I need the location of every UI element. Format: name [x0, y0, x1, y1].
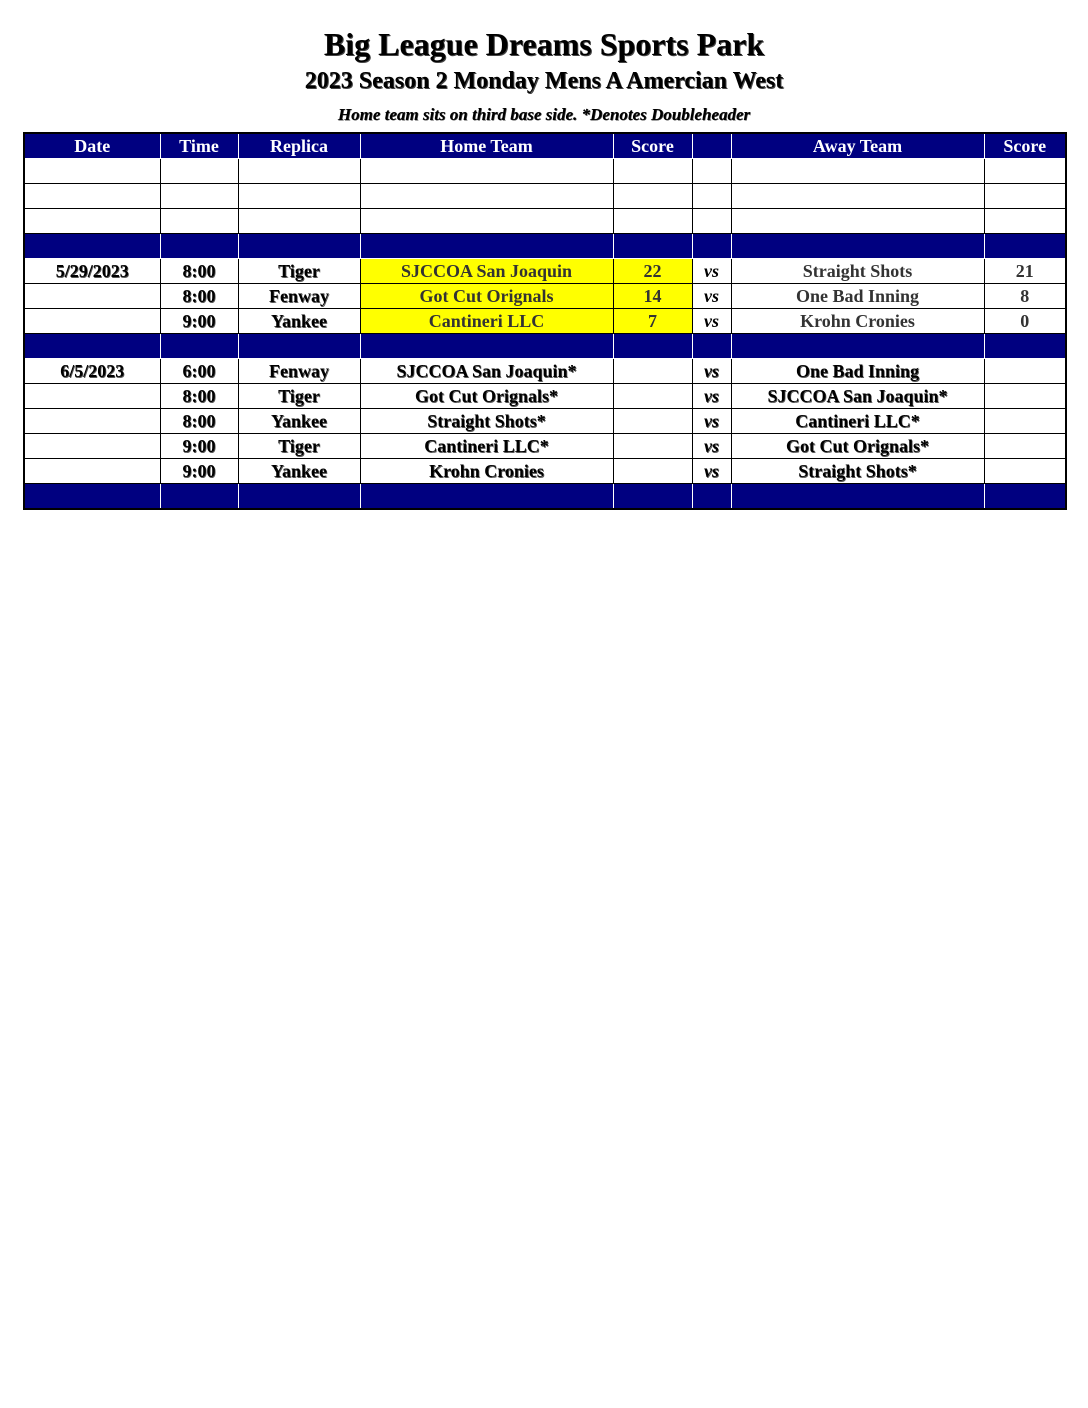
separator-band: [24, 334, 1066, 359]
game-field: Yankee: [238, 309, 360, 334]
col-home-team: Home Team: [360, 133, 613, 159]
game-time: 6:00: [160, 359, 238, 384]
vs-label: vs: [692, 434, 731, 459]
col-home-score: Score: [613, 133, 692, 159]
away-score: [984, 359, 1066, 384]
vs-label: vs: [692, 284, 731, 309]
game-row: [24, 309, 1066, 334]
col-vs: [692, 133, 731, 159]
game-time: 9:00: [160, 459, 238, 484]
away-score: [984, 434, 1066, 459]
empty-row: [24, 159, 1066, 184]
vs-label: vs: [692, 359, 731, 384]
home-score: 14: [613, 284, 692, 309]
away-team: Straight Shots*: [731, 459, 984, 484]
game-row: [24, 409, 1066, 434]
game-time: 9:00: [160, 309, 238, 334]
separator-band: [24, 484, 1066, 510]
away-score: 21: [984, 259, 1066, 284]
away-score: 0: [984, 309, 1066, 334]
game-row: [24, 359, 1066, 384]
header-row: [24, 133, 1066, 159]
game-field: Tiger: [238, 259, 360, 284]
game-time: 8:00: [160, 384, 238, 409]
game-field: Yankee: [238, 459, 360, 484]
game-date: [24, 434, 160, 459]
home-team: Straight Shots*: [360, 409, 613, 434]
page-title: Big League Dreams Sports Park: [323, 26, 765, 62]
away-team: Straight Shots: [731, 259, 984, 284]
game-row: [24, 434, 1066, 459]
separator-band: [24, 234, 1066, 259]
home-score: [613, 384, 692, 409]
home-team: SJCCOA San Joaquin*: [360, 359, 613, 384]
game-time: 8:00: [160, 259, 238, 284]
home-score: 22: [613, 259, 692, 284]
col-replica: Replica: [238, 133, 360, 159]
home-team: Cantineri LLC*: [360, 434, 613, 459]
away-team: One Bad Inning: [731, 359, 984, 384]
game-row: [24, 384, 1066, 409]
game-date: [24, 409, 160, 434]
col-away-score: Score: [984, 133, 1066, 159]
season-subtitle: 2023 Season 2 Monday Mens A Amercian West: [304, 68, 784, 94]
away-team: One Bad Inning: [731, 284, 984, 309]
col-time: Time: [160, 133, 238, 159]
game-time: 8:00: [160, 284, 238, 309]
vs-label: vs: [692, 309, 731, 334]
game-field: Fenway: [238, 284, 360, 309]
away-team: Got Cut Orignals*: [731, 434, 984, 459]
home-score: [613, 359, 692, 384]
game-time: 9:00: [160, 434, 238, 459]
away-team: Krohn Cronies: [731, 309, 984, 334]
vs-label: vs: [692, 409, 731, 434]
home-team: Got Cut Orignals*: [360, 384, 613, 409]
game-field: Tiger: [238, 434, 360, 459]
game-date: [24, 309, 160, 334]
game-field: Yankee: [238, 409, 360, 434]
game-date: [24, 384, 160, 409]
game-row: [24, 259, 1066, 284]
vs-label: vs: [692, 259, 731, 284]
home-team: Cantineri LLC: [360, 309, 613, 334]
game-field: Fenway: [238, 359, 360, 384]
empty-row: [24, 209, 1066, 234]
home-score: [613, 459, 692, 484]
vs-label: vs: [692, 384, 731, 409]
game-date: [24, 459, 160, 484]
away-score: [984, 459, 1066, 484]
home-score: [613, 434, 692, 459]
away-team: Cantineri LLC*: [731, 409, 984, 434]
game-row: [24, 459, 1066, 484]
home-team: SJCCOA San Joaquin: [360, 259, 613, 284]
home-score: [613, 409, 692, 434]
away-score: [984, 409, 1066, 434]
game-row: [24, 284, 1066, 309]
away-score: [984, 384, 1066, 409]
col-away-team: Away Team: [731, 133, 984, 159]
schedule-table: [23, 132, 1067, 510]
game-date: 6/5/2023: [24, 359, 160, 384]
game-date: 5/29/2023: [24, 259, 160, 284]
game-date: [24, 284, 160, 309]
col-date: Date: [24, 133, 160, 159]
game-field: Tiger: [238, 384, 360, 409]
away-score: 8: [984, 284, 1066, 309]
home-score: 7: [613, 309, 692, 334]
schedule-note: Home team sits on third base side. *Denotes Doubleheader: [337, 105, 751, 124]
home-team: Krohn Cronies: [360, 459, 613, 484]
game-time: 8:00: [160, 409, 238, 434]
vs-label: vs: [692, 459, 731, 484]
empty-row: [24, 184, 1066, 209]
home-team: Got Cut Orignals: [360, 284, 613, 309]
away-team: SJCCOA San Joaquin*: [731, 384, 984, 409]
